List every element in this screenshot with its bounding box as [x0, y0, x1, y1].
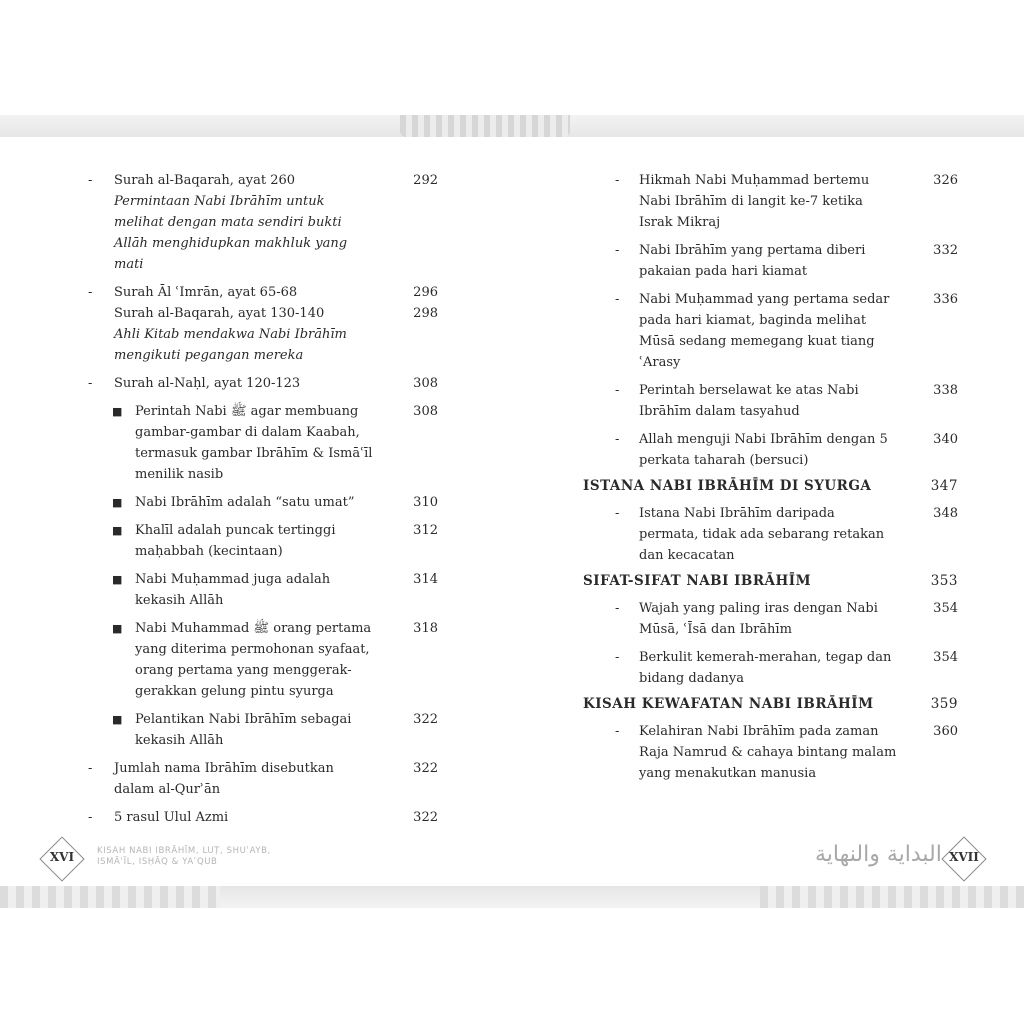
- toc-title: Khalīl adalah puncak tertinggi maḥabbah (kecintaan): [135, 523, 336, 559]
- toc-title: Istana Nabi Ibrāhīm daripada permata, tidak ada sebarang retakan dan kecacatan: [639, 506, 885, 563]
- page-ref: 312: [413, 523, 438, 538]
- toc-entry: [583, 380, 968, 422]
- toc-entry: [88, 282, 448, 303]
- toc-title: Perintah Nabi ﷺ agar membuang gambar-gambar di dalam Kaabah, termasuk gambar Ibrāhīm & Ismāʿīl menilik nasib: [135, 404, 373, 482]
- section-heading-text: ISTANA NABI IBRĀHĪM DI SYURGA: [583, 478, 872, 494]
- section-heading-text: SIFAT-SIFAT NABI IBRĀHĪM: [583, 573, 812, 589]
- toc-title: Berkulit kemerah-merahan, tegap dan bidang dadanya: [639, 650, 892, 686]
- toc-entry: [583, 170, 968, 233]
- toc-entry: [88, 401, 448, 485]
- toc-entry: [583, 503, 968, 566]
- toc-title: Nabi Muḥammad juga adalah kekasih Allāh: [135, 572, 331, 608]
- page-ref: 360: [933, 724, 958, 739]
- page-number-right: XVII: [949, 850, 979, 864]
- toc-entry: [583, 598, 968, 640]
- bullet-square: ■: [112, 573, 123, 586]
- bottom-ornament-band: [0, 886, 1024, 908]
- toc-title: Surah Āl ʿImrān, ayat 65-68: [114, 285, 298, 300]
- toc-entry: [583, 240, 968, 282]
- bullet-dash: -: [615, 724, 620, 739]
- bullet-dash: -: [88, 376, 93, 391]
- section-heading-text: KISAH KEWAFATAN NABI IBRĀHĪM: [583, 696, 874, 712]
- toc-title: Nabi Muḥammad yang pertama sedar pada hari kiamat, baginda melihat Mūsā sedang memegang kuat tiang ʿArasy: [639, 292, 890, 370]
- bullet-square: ■: [112, 524, 123, 537]
- running-title-line2: ISMĀʿĪL, ISḤĀQ & YAʿQUB: [97, 857, 218, 867]
- toc-entry: [88, 569, 448, 611]
- toc-note: Permintaan Nabi Ibrāhīm untuk melihat dengan mata sendiri bukti Allāh menghidupkan makhluk yang mati: [114, 194, 348, 272]
- bullet-square: ■: [112, 713, 123, 726]
- bullet-dash: -: [88, 285, 93, 300]
- page-ref: 292: [413, 173, 438, 188]
- bullet-dash: -: [615, 650, 620, 665]
- section-heading: [583, 478, 968, 494]
- toc-title: Wajah yang paling iras dengan Nabi Mūsā, ʿĪsā dan Ibrāhīm: [639, 601, 878, 637]
- bullet-dash: -: [615, 243, 620, 258]
- right-page-toc: [583, 170, 968, 791]
- bullet-dash: -: [88, 173, 93, 188]
- bullet-square: ■: [112, 622, 123, 635]
- toc-entry: [583, 647, 968, 689]
- toc-entry: [88, 324, 448, 366]
- page-ref: 353: [930, 573, 958, 589]
- page-ref: 310: [413, 495, 438, 510]
- section-heading: [583, 696, 968, 712]
- toc-entry: [583, 289, 968, 373]
- arabic-logo: البداية والنهاية: [815, 842, 942, 867]
- toc-entry: [88, 373, 448, 394]
- toc-note: Ahli Kitab mendakwa Nabi Ibrāhīm mengikuti pegangan mereka: [114, 327, 347, 363]
- toc-entry: [88, 520, 448, 562]
- toc-title: Surah al-Naḥl, ayat 120-123: [114, 376, 301, 391]
- bottom-ornament-left: [0, 886, 220, 908]
- top-ornament: [400, 115, 570, 137]
- toc-title: Surah al-Baqarah, ayat 130-140: [114, 306, 325, 321]
- toc-entry: [88, 709, 448, 751]
- toc-entry: [88, 618, 448, 702]
- page-ref: 338: [933, 383, 958, 398]
- bullet-dash: -: [615, 506, 620, 521]
- page-ref: 322: [413, 761, 438, 776]
- page-ref: 308: [413, 376, 438, 391]
- toc-title: Allah menguji Nabi Ibrāhīm dengan 5 perkata taharah (bersuci): [639, 432, 888, 468]
- bullet-dash: -: [615, 601, 620, 616]
- bullet-dash: -: [615, 383, 620, 398]
- toc-title: Surah al-Baqarah, ayat 260: [114, 173, 296, 188]
- page-ref: 336: [933, 292, 958, 307]
- toc-entry: [583, 429, 968, 471]
- page-ref: 322: [413, 810, 438, 825]
- toc-entry: [88, 807, 448, 828]
- toc-title: Pelantikan Nabi Ibrāhīm sebagai kekasih Allāh: [135, 712, 352, 748]
- bullet-square: ■: [112, 496, 123, 509]
- toc-entry: [88, 492, 448, 513]
- toc-title: Hikmah Nabi Muḥammad bertemu Nabi Ibrāhīm di langit ke-7 ketika Israk Mikraj: [639, 173, 870, 230]
- toc-title: Jumlah nama Ibrāhīm disebutkan dalam al-Qurʾān: [114, 761, 334, 797]
- page-ref: 332: [933, 243, 958, 258]
- toc-title: Nabi Ibrāhīm adalah “satu umat”: [135, 495, 355, 510]
- toc-entry: [583, 721, 968, 784]
- toc-entry: [88, 758, 448, 800]
- bullet-dash: -: [615, 292, 620, 307]
- toc-entry: [88, 191, 448, 275]
- page-ref: 298: [413, 306, 438, 321]
- bullet-dash: -: [615, 173, 620, 188]
- page-ref: 296: [413, 285, 438, 300]
- page-ref: 314: [413, 572, 438, 587]
- left-page-toc: [88, 170, 448, 835]
- section-heading: [583, 573, 968, 589]
- toc-title: Nabi Muhammad ﷺ orang pertama yang diterima permohonan syafaat, orang pertama yang menggerak-gerakkan gelung pintu syurga: [135, 621, 372, 699]
- page-ref: 354: [933, 601, 958, 616]
- top-ornament-band: [0, 115, 1024, 137]
- toc-title: 5 rasul Ulul Azmi: [114, 810, 229, 825]
- toc-entry: [88, 170, 448, 191]
- bullet-square: ■: [112, 405, 123, 418]
- bullet-dash: -: [88, 761, 93, 776]
- bullet-dash: -: [88, 810, 93, 825]
- page-ref: 318: [413, 621, 438, 636]
- toc-entry: [88, 303, 448, 324]
- bottom-ornament-right: [760, 886, 1024, 908]
- page-ref: 354: [933, 650, 958, 665]
- page-ref: 326: [933, 173, 958, 188]
- bullet-dash: -: [615, 432, 620, 447]
- toc-title: Kelahiran Nabi Ibrāhīm pada zaman Raja Namrud & cahaya bintang malam yang menakutkan manusia: [639, 724, 897, 781]
- page-ref: 308: [413, 404, 438, 419]
- page-number-left: XVI: [49, 850, 75, 864]
- toc-title: Nabi Ibrāhīm yang pertama diberi pakaian pada hari kiamat: [639, 243, 866, 279]
- page-ref: 347: [930, 478, 958, 494]
- page-ref: 359: [930, 696, 958, 712]
- page-ref: 348: [933, 506, 958, 521]
- page-ref: 340: [933, 432, 958, 447]
- running-title-line1: KISAH NABI IBRĀHĪM, LUṬ, SHUʿAYB,: [97, 846, 271, 856]
- toc-title: Perintah berselawat ke atas Nabi Ibrāhīm dalam tasyahud: [639, 383, 859, 419]
- page-ref: 322: [413, 712, 438, 727]
- running-title: [97, 846, 271, 868]
